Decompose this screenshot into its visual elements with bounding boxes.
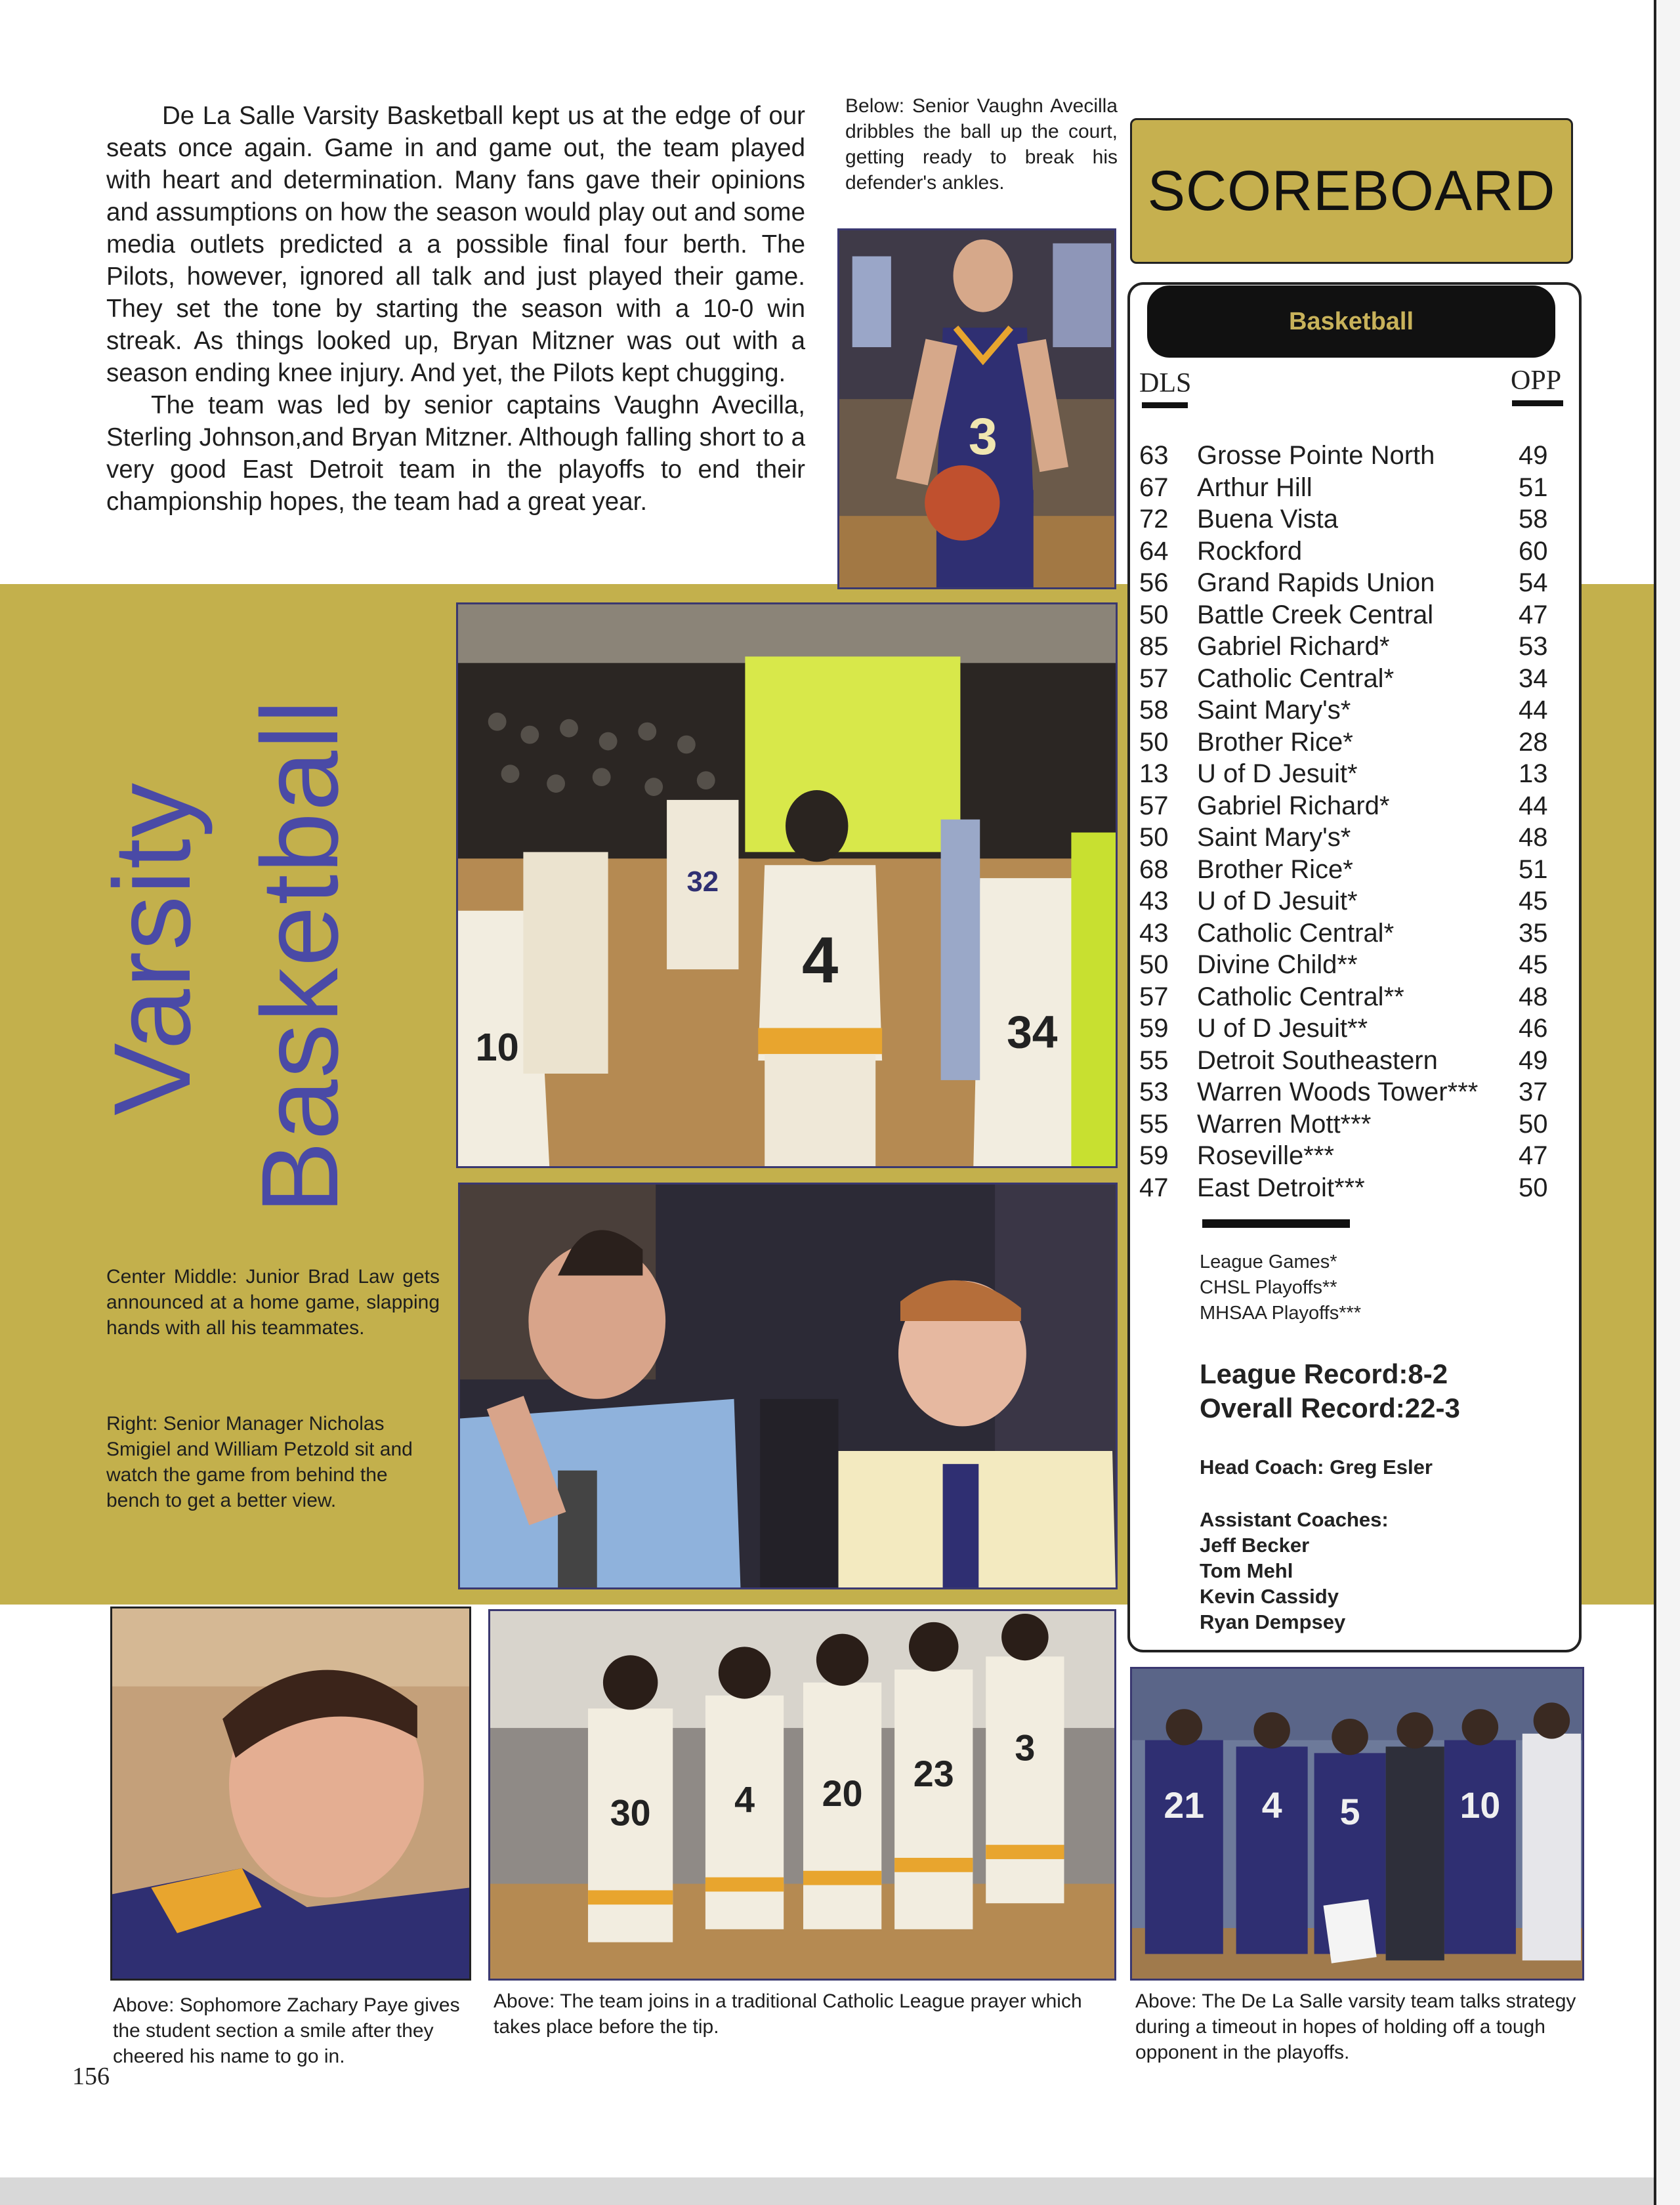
jersey-number-20: 20: [822, 1773, 863, 1814]
opp-score: 49: [1519, 441, 1548, 470]
opp-score: 54: [1519, 568, 1548, 597]
column-opp: OPP: [1511, 366, 1562, 396]
opponent-name: Catholic Central*: [1197, 918, 1395, 948]
scoreboard-heading: SCOREBOARD: [1130, 118, 1573, 264]
legend-mhsaa: MHSAA Playoffs***: [1200, 1303, 1362, 1324]
jersey-number-4: 4: [734, 1779, 755, 1820]
jersey-number-21: 21: [1164, 1785, 1205, 1826]
opponent-name: U of D Jesuit**: [1197, 1014, 1368, 1043]
opponent-name: East Detroit***: [1197, 1173, 1365, 1202]
dls-score: 64: [1139, 536, 1169, 566]
opp-score: 51: [1519, 854, 1548, 884]
opp-score: 51: [1519, 472, 1548, 502]
dls-score: 47: [1139, 1173, 1169, 1202]
caption-bottom-middle: Above: The team joins in a traditional Catholic League prayer which takes place before the tip.: [494, 1990, 1082, 2038]
dls-score: 59: [1139, 1141, 1169, 1170]
intro-paragraph-1: De La Salle Varsity Basketball kept us at the edge of our seats once again. Game in and game out, the team played with heart and determination. Many fans gave their opinions and assumptions on how the season would play out and some media outlets predicted a a possible final four berth. The Pilots, however, ignored all talk and just played their game. They set the tone by starting the season with a 10-0 win streak. As things looked up, Bryan Mitzner was out with a season ending knee injury. And yet, the Pilots kept chugging.: [106, 102, 805, 387]
dls-score: 43: [1139, 918, 1169, 948]
game-row: [1139, 694, 1559, 726]
dls-score: 59: [1139, 1014, 1169, 1043]
jersey-number-10: 10: [1460, 1785, 1501, 1826]
assistant-coach: Jeff Becker: [1200, 1534, 1310, 1557]
title-basketball: Basketball: [240, 698, 361, 1214]
jersey-number-32: 32: [686, 865, 719, 898]
game-row: [1139, 536, 1559, 568]
caption-right: Right: Senior Manager Nicholas Smigiel and William Petzold sit and watch the game from behind the bench to get a better view.: [106, 1413, 413, 1511]
opponent-name: Saint Mary's*: [1197, 696, 1351, 724]
opp-score: 48: [1519, 982, 1548, 1011]
photo-avecilla-dribble: [837, 228, 1116, 589]
assistant-heading: Assistant Coaches:: [1200, 1508, 1389, 1531]
opp-score: 46: [1519, 1014, 1548, 1043]
sport-label: Basketball: [1147, 285, 1555, 358]
opp-score: 34: [1519, 663, 1548, 693]
opp-score: 58: [1519, 505, 1548, 534]
assistant-coach: Kevin Cassidy: [1200, 1585, 1339, 1608]
opp-score: 48: [1519, 823, 1548, 852]
dls-score: 63: [1139, 441, 1169, 470]
opp-score: 47: [1519, 1141, 1548, 1170]
opponent-name: Saint Mary's*: [1197, 823, 1351, 852]
game-row: [1139, 1140, 1559, 1172]
opponent-name: Warren Woods Tower***: [1197, 1078, 1479, 1106]
opponent-name: Warren Mott***: [1197, 1109, 1372, 1139]
caption-bottom-left: Above: Sophomore Zachary Paye gives the student section a smile after they cheered his name to go in.: [113, 1994, 460, 2067]
jersey-number-34: 34: [1007, 1006, 1058, 1058]
opp-score: 45: [1519, 887, 1548, 915]
jersey-number-avecilla: 3: [968, 407, 998, 466]
opponent-name: Grosse Pointe North: [1197, 441, 1435, 470]
opponent-name: Grand Rapids Union: [1197, 568, 1435, 597]
opponent-name: Roseville***: [1197, 1141, 1334, 1170]
game-results: [1139, 440, 1559, 1204]
opponent-name: Gabriel Richard*: [1197, 791, 1390, 820]
photo-managers-watching: [458, 1183, 1118, 1589]
intro-text: [106, 100, 805, 518]
intro-paragraph-2: The team was led by senior captains Vaughn Avecilla, Sterling Johnson,and Bryan Mitzner. Although falling short to a very good East Detroit team in the playoffs to end their championship hopes, the team had a great year.: [106, 391, 805, 516]
game-row: [1139, 599, 1559, 631]
records: [1200, 1357, 1567, 1425]
opp-score: 49: [1519, 1045, 1548, 1075]
game-row: [1139, 567, 1559, 599]
opponent-name: Arthur Hill: [1197, 472, 1312, 502]
jersey-number-4: 4: [1261, 1785, 1282, 1826]
dls-score: 55: [1139, 1045, 1169, 1075]
page-title: [92, 591, 400, 1214]
opponent-name: Detroit Southeastern: [1197, 1045, 1438, 1075]
page-edge: [1654, 0, 1680, 2205]
dls-score: 50: [1139, 823, 1169, 852]
jersey-number-5: 5: [1339, 1792, 1360, 1832]
dls-score: 57: [1139, 982, 1169, 1011]
dls-score: 55: [1139, 1109, 1169, 1139]
assistant-coach: Ryan Dempsey: [1200, 1610, 1346, 1633]
game-row: [1139, 758, 1559, 790]
dls-score: 43: [1139, 887, 1169, 915]
dls-score: 56: [1139, 568, 1169, 597]
photo-team-prayer: [488, 1609, 1116, 1981]
opponent-name: Brother Rice*: [1197, 727, 1353, 757]
opponent-name: U of D Jesuit*: [1197, 887, 1358, 915]
opp-score: 50: [1519, 1109, 1548, 1139]
game-row: [1139, 1108, 1559, 1141]
opp-score: 44: [1519, 696, 1548, 724]
jersey-number-23: 23: [913, 1754, 954, 1795]
assistant-coach: Tom Mehl: [1200, 1559, 1293, 1582]
jersey-number-3: 3: [1015, 1727, 1036, 1769]
assistant-coaches: [1200, 1507, 1567, 1635]
legend-chsl: CHSL Playoffs**: [1200, 1277, 1337, 1298]
photo-team-huddle: [1130, 1667, 1584, 1981]
game-row: [1139, 790, 1559, 822]
opponent-name: Catholic Central*: [1197, 663, 1395, 693]
dls-score: 57: [1139, 663, 1169, 693]
opp-score: 28: [1519, 727, 1548, 757]
opp-score: 44: [1519, 791, 1548, 820]
game-row: [1139, 981, 1559, 1013]
dls-score: 67: [1139, 472, 1169, 502]
photo-zachary-paye: [110, 1606, 471, 1981]
caption-below: Below: Senior Vaughn Avecilla dribbles the ball up the court, getting ready to break his defender's ankles.: [845, 95, 1118, 194]
legend-league: League Games*: [1200, 1251, 1337, 1272]
title-varsity: Varsity: [92, 781, 213, 1116]
game-row: [1139, 949, 1559, 981]
dls-score: 72: [1139, 505, 1169, 534]
dls-score: 50: [1139, 727, 1169, 757]
column-opp-rule: [1512, 400, 1563, 406]
opp-score: 37: [1519, 1078, 1548, 1106]
opp-score: 13: [1519, 759, 1548, 788]
results-rule: [1202, 1219, 1350, 1228]
game-row: [1139, 885, 1559, 917]
game-row: [1139, 631, 1559, 663]
game-row: [1139, 472, 1559, 504]
opponent-name: Battle Creek Central: [1197, 600, 1434, 629]
jersey-number-10: 10: [475, 1025, 519, 1070]
game-row: [1139, 1076, 1559, 1108]
game-row: [1139, 726, 1559, 759]
bottom-strip: [0, 2177, 1654, 2205]
opponent-name: U of D Jesuit*: [1197, 759, 1358, 788]
opp-score: 45: [1519, 950, 1548, 979]
page-number: 156: [72, 2063, 110, 2090]
dls-score: 53: [1139, 1078, 1169, 1106]
opponent-name: Catholic Central**: [1197, 982, 1404, 1011]
overall-record: Overall Record:22-3: [1200, 1393, 1460, 1423]
jersey-number-4: 4: [802, 924, 839, 997]
game-row: [1139, 440, 1559, 472]
dls-score: 13: [1139, 759, 1169, 788]
league-record: League Record:8-2: [1200, 1358, 1448, 1389]
opp-score: 50: [1519, 1173, 1548, 1202]
opponent-name: Brother Rice*: [1197, 854, 1353, 884]
opponent-name: Divine Child**: [1197, 950, 1358, 979]
game-row: [1139, 854, 1559, 886]
opp-score: 60: [1519, 536, 1548, 566]
game-row: [1139, 1045, 1559, 1077]
opp-score: 53: [1519, 632, 1548, 661]
dls-score: 57: [1139, 791, 1169, 820]
caption-center-middle: Center Middle: Junior Brad Law gets announced at a home game, slapping hands with all his teammates.: [106, 1266, 440, 1339]
game-row: [1139, 917, 1559, 950]
game-row: [1139, 663, 1559, 695]
dls-score: 85: [1139, 632, 1169, 661]
dls-score: 68: [1139, 854, 1169, 884]
jersey-number-30: 30: [610, 1792, 651, 1834]
dls-score: 50: [1139, 950, 1169, 979]
game-row: [1139, 1013, 1559, 1045]
game-row: [1139, 822, 1559, 854]
game-row: [1139, 503, 1559, 536]
opp-score: 47: [1519, 600, 1548, 629]
opp-score: 35: [1519, 918, 1548, 948]
photo-brad-law-announced: [456, 602, 1118, 1168]
dls-score: 50: [1139, 600, 1169, 629]
legend: [1200, 1250, 1541, 1326]
head-coach: Head Coach: Greg Esler: [1200, 1456, 1433, 1479]
column-dls-rule: [1142, 402, 1188, 408]
caption-bottom-right: Above: The De La Salle varsity team talks strategy during a timeout in hopes of holding off a tough opponent in the playoffs.: [1135, 1990, 1576, 2063]
opponent-name: Gabriel Richard*: [1197, 632, 1390, 661]
column-dls: DLS: [1139, 368, 1192, 398]
dls-score: 58: [1139, 696, 1169, 724]
opponent-name: Rockford: [1197, 536, 1303, 566]
game-row: [1139, 1172, 1559, 1204]
opponent-name: Buena Vista: [1197, 505, 1338, 534]
